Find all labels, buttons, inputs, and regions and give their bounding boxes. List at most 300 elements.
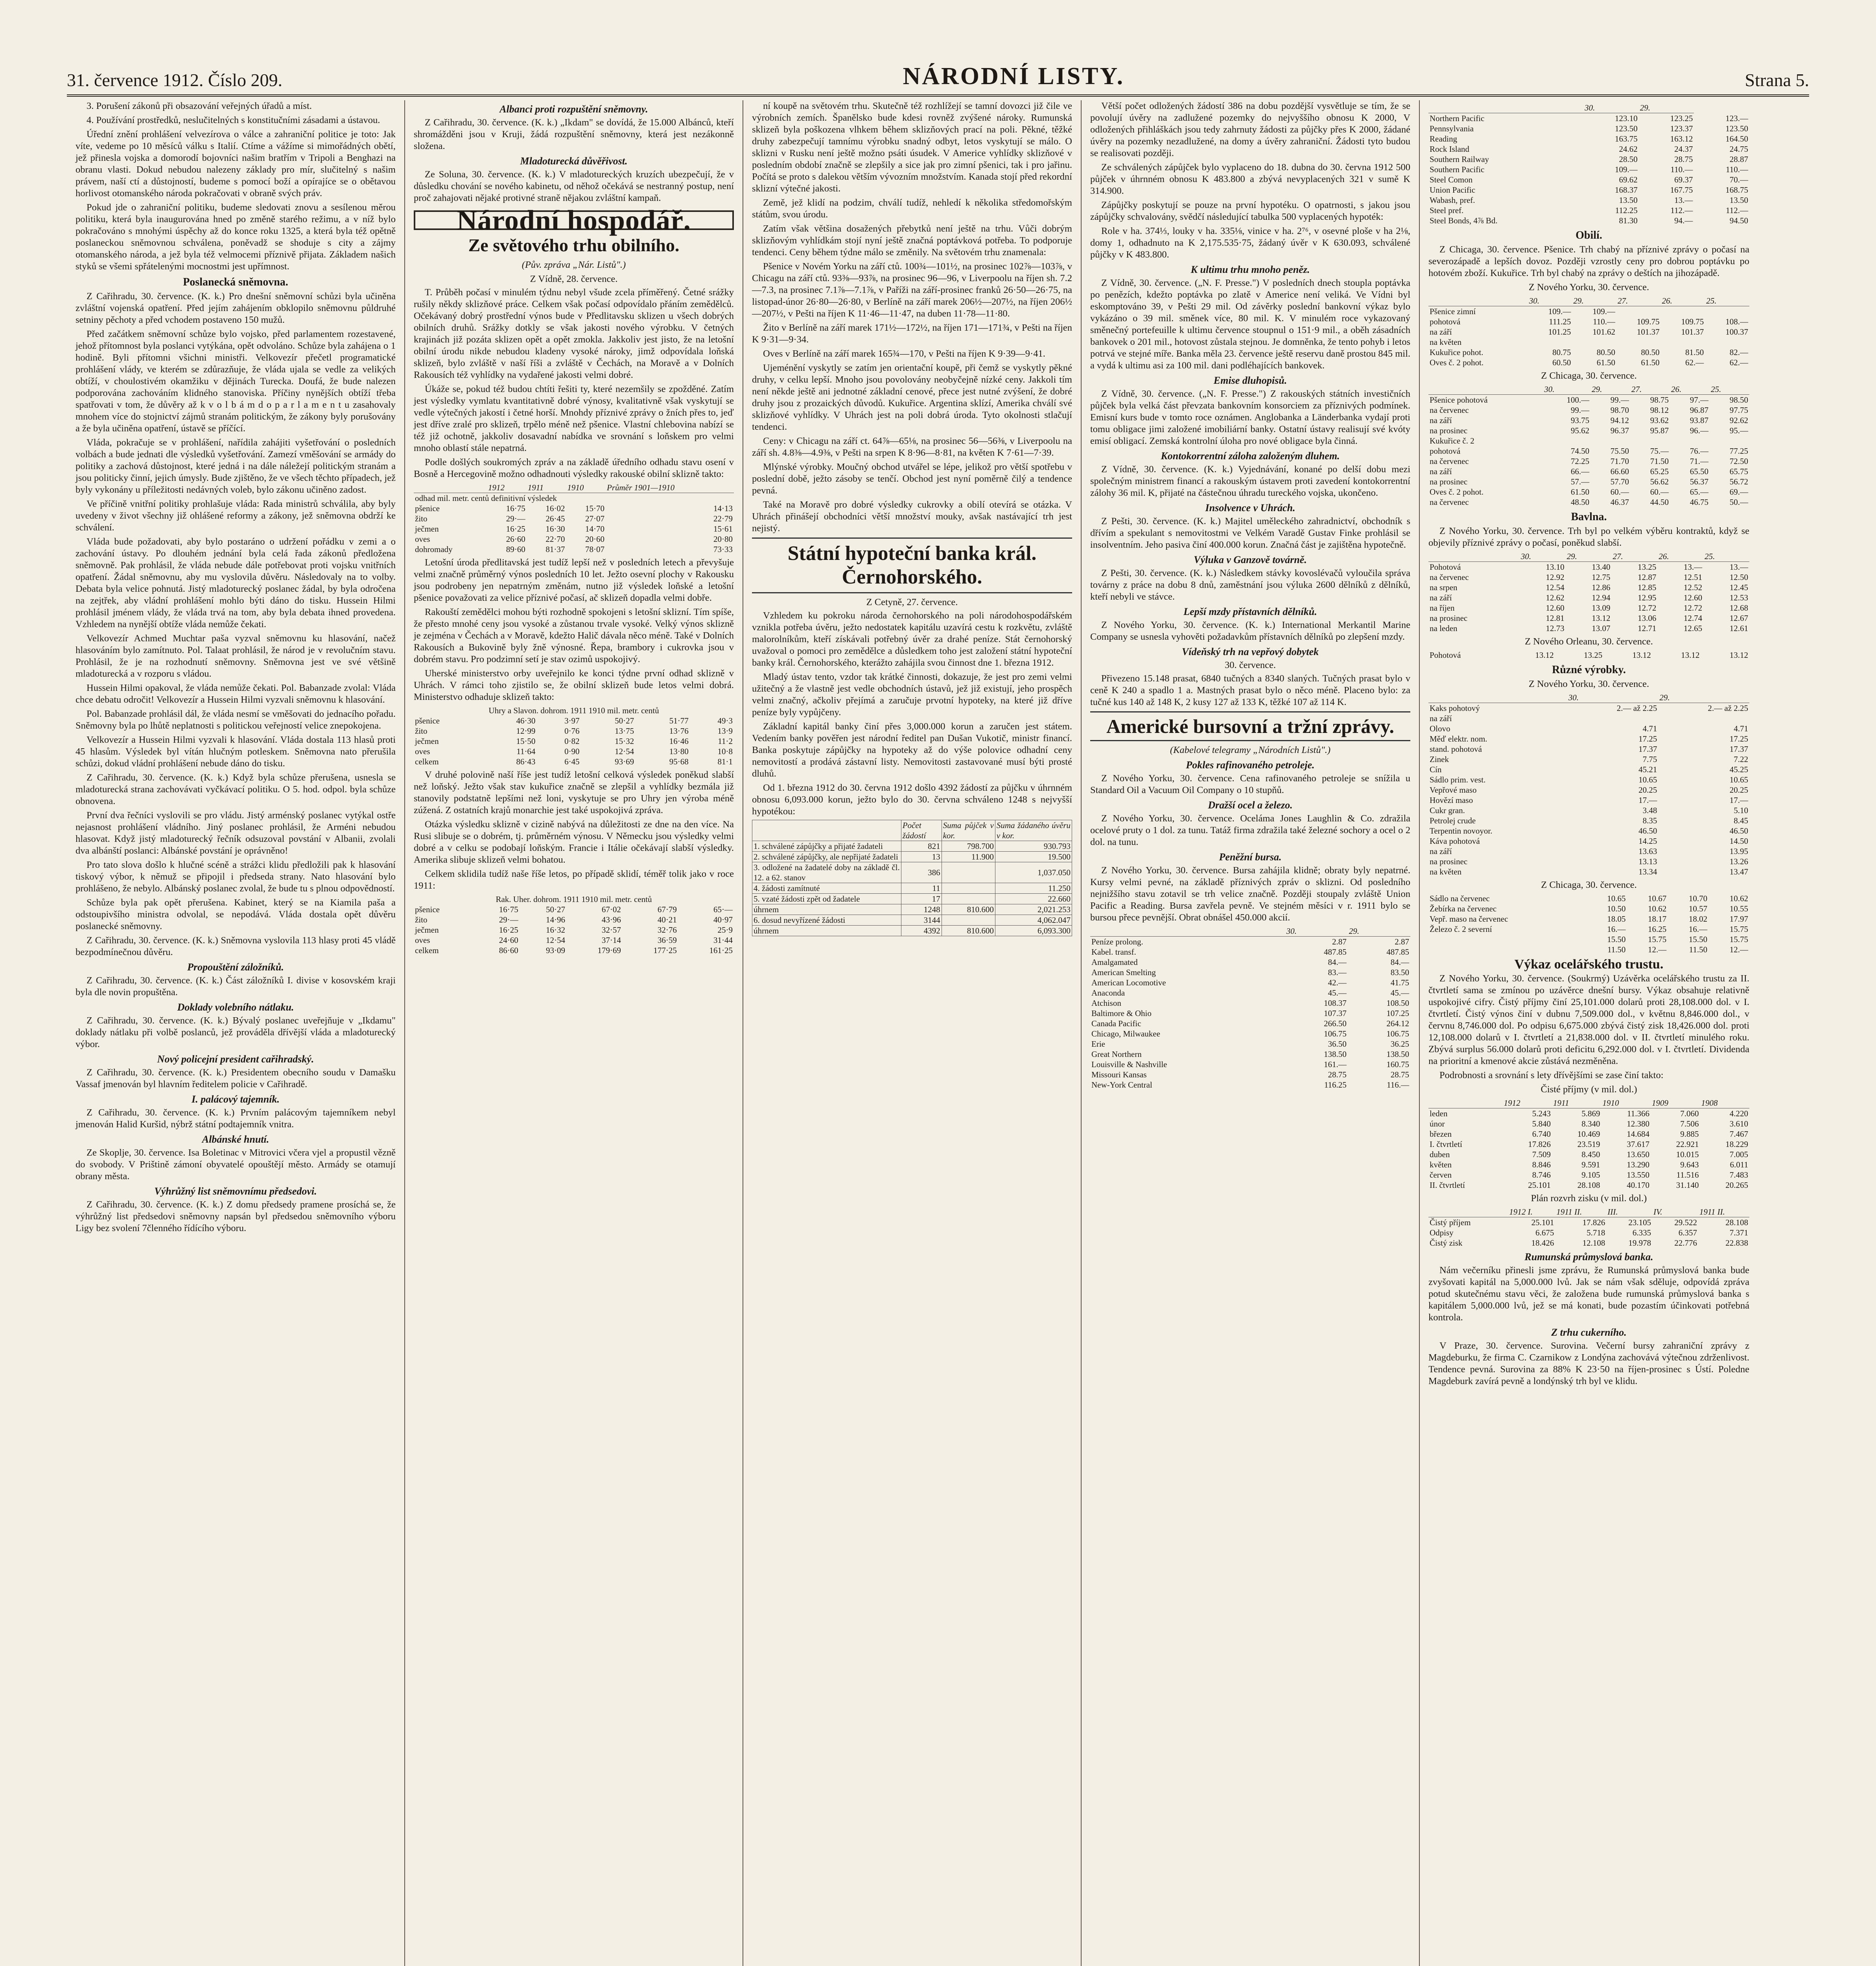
paragraph: Úřední znění prohlášení velvezírova o válce a zahraniční politice je toto: Jak víte, vedeme po 10 měsíců válku s Italií. Ctíme a vážíme si mimořádných obětí, jež přinesla vojska a domorodí bojovníci našim bratřím v Tripoli a Benghazi na obranu vlasti. Dokud nebudou nalezeny základy pro mír, slučitelný s našim právem, naší ctí a důstojností, budeme s pomocí boží a opírajíce se o obětavou horlivost otomanského národa pokračovati v obraně svých práv.: [76, 129, 396, 199]
paragraph: Podle došlých soukromých zpráv a na základě úředního odhadu stavu osení v Bosně a Hercegovině možno odhadnouti výsledky rakouské obilní sklizně takto:: [414, 457, 734, 479]
table-cell: na říjen: [1430, 603, 1455, 613]
table-body: [1428, 650, 1749, 660]
article-headline: Americké bursovní a tržní zprávy.: [1090, 711, 1410, 741]
table-cell: 7.467: [1729, 1129, 1748, 1139]
table-cell: na září: [1430, 467, 1452, 476]
paragraph: Z Vídně, 30. července. („N. F. Presse.") Z rakouských státních investičních půjček byla velká část převzata bankovním konsorciem za příznivých podmínek. Emisní kurs bude v tomto roce oznámen. Anglobanka a Länderbanka vydají proti tomu obligace jimi založené imobiliární banky. Ostatní ústavy realisují své kvóty emisí obligací. Zemská kontrolní úloha pro nové obligace byla činná.: [1090, 388, 1410, 446]
table-cell: žito: [415, 514, 428, 523]
paragraph: 4. Používání prostředků, neslučitelných s konstitučními zásadami a ústavou.: [87, 115, 380, 125]
table-cell: 160.75: [1386, 1060, 1409, 1069]
table-row: [414, 716, 734, 726]
table-header-row: [1428, 296, 1749, 306]
table-cell: na září: [1430, 593, 1452, 602]
table-cell: 89·60: [506, 545, 525, 554]
table-cell: 13.09: [1592, 603, 1611, 613]
table-cell: 17.25: [1638, 734, 1657, 744]
table-body: [1428, 551, 1749, 633]
table-cell: 112.—: [1726, 206, 1748, 215]
table-cell: 5. vzaté žádosti zpět od žadatele: [752, 894, 901, 904]
table-cell: 22.660: [995, 894, 1072, 904]
table-cell: oves: [415, 534, 430, 544]
table-row: [1428, 1129, 1749, 1139]
paragraph: Velkovezír Achmed Muchtar paša vyzval sněmovnu ku hlasování, načež hlasováním bylo zamítnuto. Pol. Talaat prohlásil, že národ je v revolučním stavu. Prohlásil, že je na rozhodnutí sněmovny. Sněmovna jest ve své většině mladoturecká a v rozporu s vládou.: [76, 633, 396, 679]
table-cell: 86·43: [516, 757, 536, 766]
table-row: [414, 925, 734, 935]
table-cell: 28.50: [1619, 155, 1638, 164]
table-row: [752, 915, 1072, 926]
table-row: [1090, 1018, 1410, 1029]
columns: [67, 100, 1809, 1966]
table-cell: 72.50: [1729, 457, 1748, 466]
table-cell: 14.50: [1729, 836, 1748, 846]
table-cell: Pennsylvania: [1430, 124, 1474, 133]
table-header-row: [1428, 1098, 1749, 1108]
table-cell: 1. schválené zápůjčky a přijaté žadateli: [752, 841, 901, 852]
subheading: Mladoturecká důvěřivost.: [520, 155, 628, 167]
table-row: [1428, 650, 1749, 660]
table-cell: 69.—: [1729, 487, 1748, 497]
table-cell: dohromady: [415, 545, 453, 554]
table-cell: Odpisy: [1430, 1228, 1454, 1237]
table-cell: 9.105: [1581, 1170, 1600, 1180]
table-cell: 65·—: [713, 905, 733, 914]
table-cell: Hovězí maso: [1430, 795, 1473, 805]
table-cell: 10.62: [1648, 904, 1667, 913]
table-row: [1090, 947, 1410, 957]
paragraph: Z Cařihradu, 30. července. (K. k.) Pro dnešní sněmovní schůzi byla učiněna zvláštní vojenská opatření. Před jejím zahájením obklopilo sněmovnu půldruhé setniny pěchoty a před vchodem postaveno 150 mužů.: [76, 291, 396, 325]
table-cell: 26·45: [545, 514, 565, 523]
table-cell: 31.140: [1676, 1180, 1699, 1190]
table-cell: úhrnem: [752, 926, 901, 936]
table-cell: úhrnem: [752, 904, 901, 915]
table-cell: 6.675: [1535, 1228, 1554, 1237]
paragraph: Velkovezír a Hussein Hilmi vyzvali k hlasování. Vláda dostala 113 hlasů proti 45 hlasům. Výsledek byl vítán hlučným potleskem. Sněmovna nato přerušila schůzi, dokud vládní prohlášení nebude dáno do tisku.: [76, 734, 396, 769]
table-cell: 80.50: [1641, 348, 1660, 357]
table-cell: Pšenice zimní: [1430, 307, 1476, 316]
table-cell: 46.75: [1690, 497, 1708, 507]
table-cell: 12.60: [1546, 603, 1565, 613]
table-cell: na leden: [1430, 624, 1458, 633]
table-row: [1090, 967, 1410, 977]
table-row: [1428, 175, 1749, 185]
table-header-cell: 27.: [1612, 551, 1658, 562]
table-row: [1090, 988, 1410, 998]
table-cell: [1528, 337, 1572, 347]
table-row: [1090, 1039, 1410, 1049]
table-cell: Sádlo prim. vest.: [1430, 775, 1486, 784]
table-cell: 67·02: [601, 905, 621, 914]
table-cell: 6.357: [1678, 1228, 1697, 1237]
table-cell: 11.50: [1689, 945, 1708, 954]
table-cell: 12.92: [1546, 572, 1565, 582]
table-cell: 7.060: [1680, 1109, 1699, 1118]
paragraph: Z Cařihradu, 30. července. (K. k.) Presidentem obecního soudu v Damašku Vassaf jmenován byl hlavním ředitelem policie v Cařihradě.: [76, 1067, 396, 1090]
table-cell: 13.10: [1546, 562, 1565, 572]
table-cell: 41.75: [1390, 978, 1409, 987]
table-row: [414, 514, 734, 524]
table-row: [1090, 1059, 1410, 1070]
table-cell: 50·27: [545, 905, 565, 914]
table-cell: 16·25: [506, 524, 525, 534]
dateline: Z Vídně, 28. července.: [530, 274, 618, 284]
table-cell: 4392: [901, 926, 942, 936]
table-cell: 3.48: [1642, 806, 1657, 815]
table-cell: Cukr gran.: [1430, 806, 1465, 815]
table-row: [1428, 754, 1749, 764]
table-row: [1428, 613, 1749, 623]
table-cell: 29·—: [506, 514, 525, 523]
paragraph: Pšenice v Novém Yorku na září ctů. 100¾—101½, na prosinec 102⅞—103⅞, v Chicagu na září ctů. 93⅜—93⅞, na prosinec 96—96, v Liverpoolu na říjen sh. 7.2—7.3, na prosinec 7.1⅞—7.1⅞, v Paříži na září-prosinec franků 26·50—26·75, na listopad-únor 26·80—26·80, v Berlíně na září marek 206½—207½, na říjen 206½—207½, v Pešti na říjen K 11·46—11·47, na duben 11·78—11·80.: [752, 261, 1072, 319]
table-cell: celkem: [415, 757, 439, 766]
table-body: [752, 841, 1072, 936]
table-row: [414, 945, 734, 955]
table-cell: 94.12: [1610, 416, 1629, 425]
table-cell: 13.50: [1729, 195, 1748, 205]
table-cell: 15.75: [1729, 924, 1748, 934]
column-4: [1082, 100, 1420, 1966]
table-cell: 12.85: [1638, 583, 1657, 592]
paragraph: Ze schválených zápůjček bylo vyplaceno do 18. dubna do 30. června 1912 500 půjček v úhrnném obnosu K 483.800 a zbývá nevyplacených 321 v sumě K 314.900.: [1090, 162, 1410, 196]
table-cell: 61.50: [1596, 358, 1616, 367]
table-cell: 13.13: [1638, 857, 1657, 866]
table-cell: 13.07: [1592, 624, 1611, 633]
subheading: Různé výrobky.: [1552, 664, 1626, 676]
table-row: [414, 534, 734, 544]
table-row: [1428, 1108, 1749, 1119]
table-cell: 25.101: [1528, 1180, 1551, 1190]
table-cell: 12.50: [1729, 572, 1748, 582]
paragraph: Z Pešti, 30. července. (K. k.) Majitel uměleckého zahradnictví, obchodník s dřívím a spekulant s nemovitostmi ve Velkém Varadě Gustav Finke prohlásil se insolventním. Jeho pasiva činí 400.000 korun. Značná část je zajištěna hypotečně.: [1090, 516, 1410, 550]
table-cell: celkem: [415, 946, 439, 955]
byline: (Kabelové telegramy „Národních Listů".): [1170, 745, 1331, 755]
table-row: [414, 757, 734, 767]
table-cell: Chicago, Milwaukee: [1091, 1029, 1160, 1038]
table-cell: Káva pohotová: [1430, 836, 1480, 846]
table-cell: 56.37: [1690, 477, 1708, 486]
table-cell: oves: [415, 935, 430, 945]
table-header-cell: [1428, 1098, 1503, 1108]
subheading: Peněžní bursa.: [1219, 851, 1282, 863]
table-row: [1428, 405, 1749, 415]
table-row: [752, 862, 1072, 883]
table-header-cell: [1428, 103, 1583, 113]
table-cell: 23.519: [1577, 1139, 1600, 1149]
table-cell: Cín: [1430, 765, 1442, 774]
table-cell: 161·25: [709, 946, 733, 955]
table-cell: 16·75: [506, 504, 525, 513]
paragraph: V Praze, 30. července. Surovina. Večerní bursy zahraniční zprávy z Magdeburku, že firma C. Czarnikow z Londýna zachovává výtečnou zdrženlivost. Tendence pevná. Surovina za 88% K 23·50 na říjen-prosinec s Ústí. Poledne Magdeburk zavírá pevně a londýnský trh byl ve klidu.: [1428, 1340, 1749, 1386]
table-cell: 821: [901, 841, 942, 852]
paragraph: Z Cařihradu, 30. července. (K. k.) Sněmovna vyslovila 113 hlasy proti 45 vládě bezpodmínečnou důvěru.: [76, 935, 396, 957]
table-cell: 10.469: [1577, 1129, 1600, 1139]
table-cell: 18.426: [1531, 1238, 1554, 1248]
table-cell: 108.—: [1725, 317, 1748, 326]
subheading: Výkaz ocelářského trustu.: [1514, 957, 1664, 972]
table-row: [1090, 1070, 1410, 1080]
table-cell: 108.50: [1386, 998, 1409, 1008]
table-cell: 9.885: [1680, 1129, 1699, 1139]
table-cell: 14·70: [585, 524, 605, 534]
loans-table: Počet žádostí Suma půjček v kor. Suma žádaného úvěru v kor. 1. schválené zápůjčky a přijaté žadateli 821 798.700 930.793 2. schválené zápůjčky, ale nepřijaté žadateli 13 11.900 19.500 3. odložené na žadatelé doby na základě čl. 12. a 62. stanov 386 1,037.050 4. žádosti zamítnuté 11 11.250 5. vzaté žádosti zpět od žadatele 17 22.660 úhrnem 1248 810.600 2,021.253 6. dosud nevyřízené žádosti 3144 4,062.047 úhrnem 4392 810.600 6,093.300: [752, 820, 1072, 936]
table-cell: 101.25: [1548, 327, 1571, 337]
table-cell: na září: [1430, 327, 1452, 337]
table-cell: 386: [901, 862, 942, 883]
table-cell: 12.108: [1582, 1238, 1605, 1248]
table-header-cell: 27.: [1616, 296, 1661, 306]
table-cell: 50.—: [1729, 497, 1748, 507]
table-cell: 40·97: [713, 915, 733, 924]
table-cell: Olovo: [1430, 724, 1450, 733]
table-row: [1428, 347, 1749, 357]
table-cell: Peníze prolong.: [1091, 937, 1143, 946]
paragraph: Z Cařihradu, 30. července. (K. k.) „Ikdam" se dovídá, že 15.000 Albánců, kteří shromážděni jsou v Kruji, žádá rozpuštění sněmovny, která jest nezákonně složena.: [414, 117, 734, 151]
table-row: [414, 726, 734, 736]
issue-date: 31. července 1912. Číslo 209.: [67, 70, 283, 90]
paragraph: Žito v Berlíně na září marek 171½—172½, na říjen 171—171¾, v Pešti na říjen K 9·31—9·34.: [752, 322, 1072, 345]
table-cell: 46.37: [1610, 497, 1629, 507]
table-header-cell: 25.: [1703, 551, 1749, 562]
table-cell: 164.50: [1725, 134, 1748, 144]
table-cell: 5.840: [1532, 1119, 1551, 1128]
table-cell: 4. žádosti zamítnuté: [752, 883, 901, 894]
table-cell: na prosinec: [1430, 857, 1468, 866]
table-header-cell: 1911 II.: [1555, 1207, 1606, 1217]
table-cell: 163.75: [1615, 134, 1638, 144]
table-cell: 13.40: [1592, 562, 1611, 572]
table-cell: 25.101: [1531, 1218, 1554, 1227]
table-cell: Kukuřice pohot.: [1430, 348, 1483, 357]
table-cell: Missouri Kansas: [1091, 1070, 1147, 1079]
table-cell: 99.—: [1610, 395, 1629, 405]
table-cell: Železo č. 2 severní: [1430, 924, 1492, 934]
paragraph: Mlýnské výrobky. Moučný obchod utvářel se lépe, jelikož pro větší spotřebu v poslední době, ježto zásoby se tenčí. Obchod jest nyní poměrně čilý a tendence pevná.: [752, 462, 1072, 496]
paragraph: Podrobnosti a srovnání s lety dřívějšími se zase činí takto:: [1439, 1070, 1664, 1081]
table-cell: 138.50: [1324, 1049, 1347, 1059]
table-cell: 96.37: [1610, 426, 1629, 435]
table-cell: 66.—: [1570, 467, 1590, 476]
table-row: [1428, 1217, 1749, 1228]
table-cell: 6.740: [1532, 1129, 1551, 1139]
table-cell: 2.— až 2.25: [1708, 703, 1748, 713]
table-cell: 36·59: [657, 935, 677, 945]
table-cell: Čistý zisk: [1430, 1238, 1463, 1248]
table-cell: 7.483: [1729, 1170, 1748, 1180]
table-cell: 12.73: [1546, 624, 1565, 633]
paragraph: Ceny: v Chicagu na září ct. 64⅞—65⅛, na prosinec 56—56⅜, v Liverpoolu na září sh. 4.8⅜—4.9⅜, v Pešti na srpen K 8·96—8·81, na květen K 7·61—7·39.: [752, 436, 1072, 458]
table-cell: 12.—: [1648, 945, 1667, 954]
table-cell: 25·9: [717, 925, 733, 935]
table-cell: 95·68: [669, 757, 689, 766]
table-cell: 13.50: [1619, 195, 1638, 205]
table-cell: pohotová: [1430, 317, 1461, 326]
table-cell: 14·13: [713, 504, 733, 513]
table-row: [1428, 395, 1749, 405]
table-cell: 14.684: [1627, 1129, 1650, 1139]
table-cell: Baltimore & Ohio: [1091, 1009, 1152, 1018]
table-cell: 60.—: [1610, 487, 1629, 497]
table-cell: na srpen: [1430, 583, 1458, 592]
paragraph: Z Cařihradu, 30. července. (K. k.) Z domu předsedy pramene prosíchá se, že výhrůžný list předsedovi sněmovny napsán byl předsedou sněmovního výboru Ligy bez svolení 7členného řídícího výboru.: [76, 1199, 396, 1233]
table-cell: 65.75: [1729, 467, 1748, 476]
table-cell: 12.87: [1638, 572, 1657, 582]
table-cell: 61.50: [1641, 358, 1660, 367]
table-cell: 43·96: [601, 915, 621, 924]
table-header-cell: [1428, 384, 1543, 395]
table-cell: 10.67: [1648, 894, 1667, 903]
table-row: [1428, 893, 1749, 904]
table-cell: 16.25: [1648, 924, 1667, 934]
table-cell: 16·25: [499, 925, 518, 935]
table-cell: 24.62: [1619, 144, 1638, 154]
table-row: [1428, 775, 1749, 785]
table-body: [1428, 384, 1749, 507]
table-cell: 95.62: [1570, 426, 1590, 435]
table-cell: 177·25: [653, 946, 677, 955]
table-cell: 11: [901, 883, 942, 894]
table-cell: [1705, 337, 1749, 347]
table-cell: Pohotová: [1430, 562, 1461, 572]
table-row: [752, 841, 1072, 852]
table-header-row: [1428, 103, 1749, 113]
table-cell: 13.06: [1638, 613, 1657, 623]
stock-table: 30. 29. Peníze prolong. 2.87 2.87 Kabel. transf. 487.85 487.85 Amalgamated 84.— 84.— American Smelting 83.— 83.50 American Locomotive 42.— 41.75 Anaconda 45.— 45.— Atchison 108.37 108.50 Baltimore & Ohio 107.37 107.25 Canada Pacific 266.50 264.12 Chicago, Milwaukee 106.75 106.75 Erie 36.50 36.25 Great Northern 138.50 138.50 Louisville & Nashville 161.— 160.75 Missouri Kansas 28.75 28.75 New-York Central 116.25 116.—: [1090, 926, 1410, 1090]
grain-table-ny: [1428, 296, 1749, 368]
table-cell: 109.75: [1681, 317, 1704, 326]
table-row: [1090, 1049, 1410, 1059]
table-cell: 6.335: [1632, 1228, 1651, 1237]
table-cell: [1590, 436, 1630, 446]
table-cell: ječmen: [415, 925, 439, 935]
table-cell: 57.—: [1570, 477, 1590, 486]
table-cell: 28.108: [1725, 1218, 1748, 1227]
table-cell: 2.— až 2.25: [1616, 703, 1657, 713]
table-header-cell: [1428, 296, 1528, 306]
table-cell: 50·27: [615, 716, 634, 725]
table-cell: 100.—: [1566, 395, 1590, 405]
table-cell: 13.47: [1729, 867, 1748, 876]
paragraph: První dva řečníci vyslovili se pro vládu. Jistý arménský poslanec vytýkal ostře nejasnost prohlášení vládního. Jiný poslanec prohlásil, že Arméni nebudou hlasovat. Když jistý mladoturecký řečník odsuzoval povstání v Albanii, zvolali dva albánští poslanci: Albánské povstání je oprávněno!: [76, 810, 396, 856]
table-cell: 40.170: [1627, 1180, 1650, 1190]
table-cell: American Smelting: [1091, 968, 1156, 977]
table-cell: [1710, 436, 1749, 446]
table-row: [1428, 593, 1749, 603]
table-cell: Čistý příjem: [1430, 1218, 1471, 1227]
table-cell: 13·75: [615, 726, 634, 736]
table-cell: únor: [1430, 1119, 1445, 1128]
table-cell: žito: [415, 915, 428, 924]
table-cell: 109.—: [1615, 165, 1638, 174]
subheading: Doklady volebního nátlaku.: [177, 1001, 294, 1013]
table-row: [1428, 703, 1749, 714]
dateline: Z Nového Yorku, 30. července.: [1528, 679, 1649, 689]
table-row: [1090, 1008, 1410, 1018]
table-header-cell: 30.: [1528, 296, 1572, 306]
table-row: [752, 883, 1072, 894]
table-cell: 12.72: [1683, 603, 1703, 613]
table-cell: 12.53: [1729, 593, 1748, 602]
table-cell: 16·02: [545, 504, 565, 513]
table-row: [1428, 195, 1749, 205]
table-cell: 22·79: [713, 514, 733, 523]
paragraph: Základní kapitál banky činí přes 3,000.000 korun a zaručen jest státem. Vedením banky pověřen jest národní ředitel pan Dušan Vukotič, ministr financí. Banka poskytuje zápůjčky na hypoteky až do výše polovice odhadní ceny nemovitostí a prodává zástavní listy. Nemovitosti zastavované musí býti prosté dluhů.: [752, 721, 1072, 779]
table-row: [1428, 856, 1749, 867]
table-row: [1428, 497, 1749, 507]
table-cell: 10.70: [1688, 894, 1708, 903]
table-cell: 7.005: [1729, 1150, 1748, 1159]
paragraph: Z Nového Yorku, 30. července. (Soukrmý) Uzávěrka ocelářského trustu za II. čtvrtletí sama se zmínou po uzávěrce dnešní bursy. Výkaz obsahuje relativně uspokojivé cifry. Čistý příjmy činí 25,101.000 dolarů proti 28,108.000 dol. v I. čtvrtletí. Čistý výnos činí v dubnu 7,509.000 dol., v květnu 8,846.000 dol., v červnu 8,746.000 dol. Po odpisu 6,675.000 zbývá čistý zisk 18,426.000 dol. proti 12,108.000 dolarů v I. čtvrtletí a 21,838.000 dol. v II. čtvrtletí minulého roku. Zbývá surplus 56.000 dolarů proti deficitu 6,292.000 dol. v I. čtvrtletí. Dividenda na prioritní a kmenové akcie zůstává nezměněna.: [1428, 973, 1749, 1066]
table-cell: 163.12: [1670, 134, 1693, 144]
paragraph: Mladý ústav tento, vzdor tak krátké činnosti, dokazuje, že jest pro zemi velmi užitečný a že vlastně jest vedle obchodních ústavů, jež již existují, jeho prospěch velmi značný, ačkoliv přejímá a zaručuje prvotní hypoteky, na které již dříve peníze byly vypůjčeny.: [752, 672, 1072, 718]
paragraph: Zápůjčky poskytují se pouze na první hypotéku. O opatrnosti, s jakou jsou zápůjčky schvalovány, svědčí následující tabulka 500 vyplacených hypoték:: [1090, 200, 1410, 222]
subheading: Albánské hnutí.: [202, 1134, 269, 1145]
table-row: [1428, 944, 1749, 955]
table-body: [1428, 893, 1749, 955]
table-cell: 2.87: [1395, 937, 1409, 946]
grain-table-chicago: [1428, 384, 1749, 507]
table-cell: Northern Pacific: [1430, 114, 1485, 123]
table-cell: Pohotová: [1430, 650, 1461, 660]
paragraph: Z Cařihradu, 30. července. (K. k.) Část záložníků I. divise v kosovském kraji byla dle novin propuštěna.: [76, 975, 396, 998]
column-1: [67, 100, 405, 1966]
table-cell: 42.—: [1328, 978, 1347, 987]
table-cell: Steel Comon: [1430, 175, 1473, 184]
table-cell: 9.591: [1581, 1160, 1600, 1169]
table-cell: 28.108: [1577, 1180, 1600, 1190]
table-cell: 798.700: [942, 841, 995, 852]
steel-income-table: [1428, 1098, 1749, 1190]
column-2: [405, 100, 743, 1966]
table-cell: 22.776: [1674, 1238, 1697, 1248]
table-cell: 15·70: [585, 504, 605, 513]
table-cell: 37·14: [601, 935, 621, 945]
table-cell: 83.—: [1328, 968, 1347, 977]
table-cell: 86·60: [499, 946, 518, 955]
table-cell: 487.85: [1386, 947, 1409, 957]
table-cell: 109.75: [1636, 317, 1660, 326]
table-cell: žito: [415, 726, 428, 736]
table-cell: 17.37: [1638, 744, 1657, 754]
table-cell: 12.62: [1546, 593, 1565, 602]
paragraph: Ze Soluna, 30. července. (K. k.) V mladotureckých kruzích ubezpečují, že v důsledku chování se nového kabinetu, od něhož očekává se nestranný postup, není proč zahajovati nějaké protivné straně nějakou zvláštní kampaň.: [414, 169, 734, 203]
paragraph: Pro tato slova došlo k hlučné scéně a strážci klidu předložili pak k hlasování tiskový výbor, k němuž se připojil i předseda strany. Nato hlasování bylo prohlášeno, že nebylo. Albánský poslanec zvolal, že bude tu s plnou odpovědností.: [76, 860, 396, 894]
table-cell: 96.—: [1690, 426, 1708, 435]
table-cell: 94.—: [1674, 216, 1693, 225]
table-cell: 4.71: [1642, 724, 1657, 733]
table-header-cell: 30.: [1543, 384, 1590, 395]
newspaper-title: NÁRODNÍ LISTY.: [903, 63, 1125, 90]
table-cell: na červenec: [1430, 457, 1469, 466]
table-cell: 62.—: [1685, 358, 1704, 367]
table-cell: I. čtvrtletí: [1430, 1139, 1462, 1149]
table-cell: 123.50: [1615, 124, 1638, 133]
table-cell: 69.37: [1674, 175, 1693, 184]
table-cell: 12.60: [1683, 593, 1703, 602]
table-row: [1428, 144, 1749, 154]
table-cell: 28.87: [1729, 155, 1748, 164]
table-cell: 12.52: [1683, 583, 1703, 592]
table-cell: 11.50: [1607, 945, 1626, 954]
table-cell: Louisville & Nashville: [1091, 1060, 1167, 1069]
table-cell: 11·2: [718, 736, 733, 746]
table-cell: 17.826: [1582, 1218, 1605, 1227]
table-cell: 12.71: [1638, 624, 1657, 633]
table-cell: 1,037.050: [995, 862, 1072, 883]
table-cell: 17.97: [1729, 914, 1748, 924]
table-cell: 10.55: [1729, 904, 1748, 913]
column-3: [743, 100, 1082, 1966]
table-header-row: [1428, 692, 1749, 703]
table-cell: [1661, 337, 1705, 347]
